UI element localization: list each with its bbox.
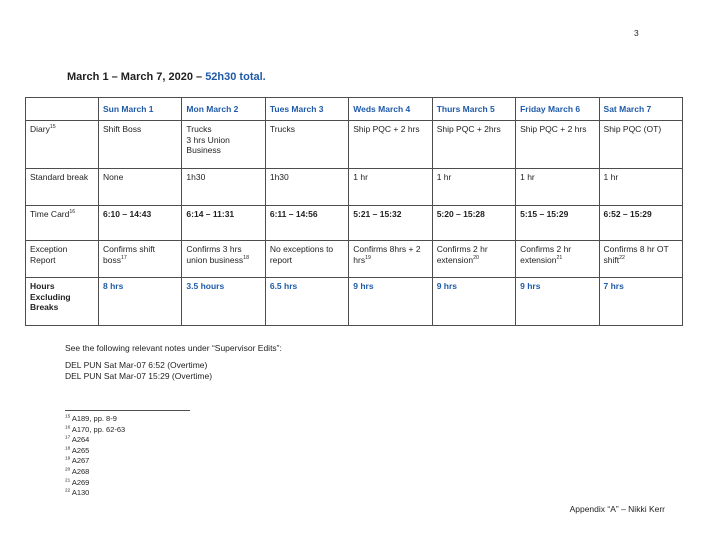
- footnote-divider: [65, 410, 190, 411]
- footnote-reference: 17: [120, 254, 127, 261]
- footnote-number: 19: [65, 455, 71, 461]
- table-cell: 9 hrs: [516, 278, 599, 326]
- footnote-reference: 21: [556, 254, 563, 261]
- table-cell: 7 hrs: [599, 278, 682, 326]
- row-label: Hours Excluding Breaks: [26, 278, 99, 326]
- column-header: Sat March 7: [599, 98, 682, 121]
- footnote: $^{16}$ A170, pp. 62-63: [65, 424, 126, 434]
- table-cell: 9 hrs: [349, 278, 432, 326]
- table-cell: 1 hr: [432, 169, 515, 206]
- table-cell: Confirms 2 hr extension$^{20}$: [432, 241, 515, 278]
- column-header: Friday March 6: [516, 98, 599, 121]
- table-cell: Ship PQC + 2 hrs: [516, 121, 599, 169]
- footnote-number: 18: [65, 445, 71, 451]
- footnote: $^{18}$ A265: [65, 445, 90, 455]
- table-cell: 1 hr: [516, 169, 599, 206]
- table-cell: Ship PQC (OT): [599, 121, 682, 169]
- table-cell: Shift Boss: [99, 121, 182, 169]
- table-header-row: [26, 98, 683, 121]
- table-cell: No exceptions to report: [265, 241, 348, 278]
- page-title: [67, 71, 266, 83]
- schedule-table: [25, 97, 683, 326]
- footnote: $^{22}$ A130: [65, 487, 90, 498]
- table-cell: 1h30: [265, 169, 348, 206]
- table-cell: Trucks: [265, 121, 348, 169]
- row-label: Diary$^{15}$: [26, 121, 99, 169]
- table-row: [26, 169, 683, 206]
- footnote-reference: 22: [619, 254, 625, 261]
- title-total-hours: 52h30 total.: [205, 71, 266, 83]
- table-cell: Trucks 3 hrs Union Business: [182, 121, 265, 169]
- column-header: Tues March 3: [265, 98, 348, 121]
- table-header: [26, 98, 683, 121]
- footnote: $^{17}$ A264: [65, 434, 90, 445]
- table-cell: 3.5 hours: [182, 278, 265, 326]
- table-cell: Confirms shift boss$^{17}$: [99, 241, 182, 278]
- column-header: Sun March 1: [99, 98, 182, 121]
- footnote-number: 16: [65, 424, 71, 430]
- footnote: $^{21}$ A269: [65, 477, 90, 487]
- table-cell: 6.5 hrs: [265, 278, 348, 326]
- row-label: Standard break: [26, 169, 99, 206]
- table-cell: Confirms 8 hr OT shift$^{22}$: [599, 241, 682, 278]
- table-cell: 6:52 – 15:29: [599, 206, 682, 241]
- footnote-reference: 18: [243, 254, 249, 261]
- footnote-reference: 15: [49, 124, 56, 131]
- table-cell: 1 hr: [599, 169, 682, 206]
- table-cell: 6:14 – 11:31: [182, 206, 265, 241]
- table-cell: Ship PQC + 2 hrs: [349, 121, 432, 169]
- table-row: [26, 121, 683, 169]
- table-cell: 9 hrs: [432, 278, 515, 326]
- footnote: $^{15}$ A189, pp. 8-9: [65, 413, 117, 423]
- note-line: DEL PUN Sat Mar-07 15:29 (Overtime): [65, 370, 213, 381]
- supervisor-notes-lines: [65, 360, 212, 381]
- table-cell: Confirms 2 hr extension$^{21}$: [516, 241, 599, 278]
- table-cell: 5:20 – 15:28: [432, 206, 515, 241]
- table-cell: 6:11 – 14:56: [265, 206, 348, 241]
- page-number: 3: [634, 28, 639, 38]
- column-header: Weds March 4: [349, 98, 432, 121]
- footnote: $^{20}$ A268: [65, 466, 90, 476]
- table-cell: Confirms 3 hrs union business$^{18}$: [182, 241, 265, 278]
- row-label: Exception Report: [26, 241, 99, 278]
- footnote-number: 20: [65, 466, 71, 472]
- table-cell: Ship PQC + 2hrs: [432, 121, 515, 169]
- supervisor-notes-intro: See the following relevant notes under “Supervisor Edits”:: [65, 343, 282, 353]
- row-label: Time Card$^{16}$: [26, 206, 99, 241]
- table-cell: 5:15 – 15:29: [516, 206, 599, 241]
- note-line: DEL PUN Sat Mar-07 6:52 (Overtime): [65, 360, 208, 370]
- footnotes: [65, 414, 125, 499]
- table-cell: 8 hrs: [99, 278, 182, 326]
- table-row: [26, 206, 683, 241]
- footnote-number: 22: [65, 487, 71, 493]
- table-cell: None: [99, 169, 182, 206]
- table-row: [26, 278, 683, 326]
- footnote-number: 17: [65, 434, 71, 440]
- table-cell: 1 hr: [349, 169, 432, 206]
- footnote-reference: 16: [69, 209, 76, 216]
- footnote-reference: 20: [473, 254, 479, 261]
- footnote-number: 21: [65, 477, 71, 483]
- document-footer: Appendix “A” – Nikki Kerr: [569, 504, 665, 514]
- table-cell: 5:21 – 15:32: [349, 206, 432, 241]
- corner-cell: [26, 98, 99, 121]
- table-cell: Confirms 8hrs + 2 hrs$^{19}$: [349, 241, 432, 278]
- footnote-reference: 19: [365, 254, 371, 261]
- column-header: Mon March 2: [182, 98, 265, 121]
- column-header: Thurs March 5: [432, 98, 515, 121]
- table-body: [26, 121, 683, 326]
- table-row: [26, 241, 683, 278]
- table-cell: 6:10 – 14:43: [99, 206, 182, 241]
- footnote: $^{19}$ A267: [65, 455, 90, 466]
- footnote-number: 15: [65, 413, 71, 419]
- table-cell: 1h30: [182, 169, 265, 206]
- title-date-range: March 1 – March 7, 2020 –: [67, 71, 206, 83]
